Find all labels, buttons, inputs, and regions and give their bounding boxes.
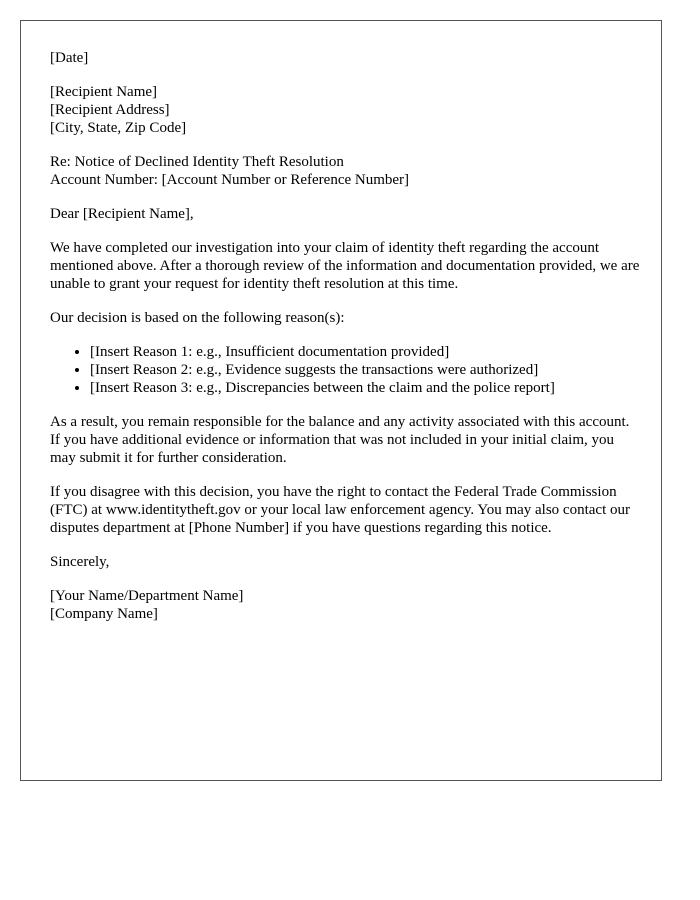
- subject-line: Re: Notice of Declined Identity Theft Resolution: [50, 154, 344, 170]
- recipient-name: [Recipient Name]: [50, 84, 158, 100]
- body-paragraph-investigation: We have completed our investigation into your claim of identity theft regarding the account mentioned above. After a thorough review of the information and documentation provided, we are unable to grant your request for identity theft resolution at this time.: [50, 240, 640, 292]
- list-item: • [Insert Reason 1: e.g., Insufficient documentation provided]: [90, 343, 642, 361]
- recipient-address: [Recipient Address]: [50, 102, 170, 118]
- body-paragraph-disagreement: If you disagree with this decision, you have the right to contact the Federal Trade Commission (FTC) at www.identitytheft.gov or your local law enforcement agency. You may also contact our disputes department at [Phone Number] if you have questions regarding this notice.: [50, 484, 630, 536]
- reasons-list: [50, 343, 642, 397]
- letter-date: [Date]: [50, 50, 89, 66]
- list-item: • [Insert Reason 2: e.g., Evidence suggests the transactions were authorized]: [90, 361, 642, 379]
- recipient-address-block: [50, 83, 642, 137]
- salutation: Dear [Recipient Name],: [50, 206, 194, 222]
- signature-company: [Company Name]: [50, 606, 158, 622]
- reasons-intro: Our decision is based on the following reason(s):: [50, 310, 345, 326]
- list-item: • [Insert Reason 3: e.g., Discrepancies between the claim and the police report]: [90, 379, 642, 397]
- date-block: [50, 49, 642, 67]
- letter-page: [20, 20, 662, 781]
- signature-name-department: [Your Name/Department Name]: [50, 588, 244, 604]
- body-paragraph-responsibility: As a result, you remain responsible for the balance and any activity associated with this account. If you have additional evidence or information that was not included in your initial claim, you may submit it for further consideration.: [50, 414, 630, 466]
- account-number-line: Account Number: [Account Number or Reference Number]: [50, 172, 410, 188]
- closing: Sincerely,: [50, 554, 110, 570]
- recipient-city-state-zip: [City, State, Zip Code]: [50, 120, 187, 136]
- subject-block: [50, 153, 642, 189]
- signature-block: [50, 587, 642, 623]
